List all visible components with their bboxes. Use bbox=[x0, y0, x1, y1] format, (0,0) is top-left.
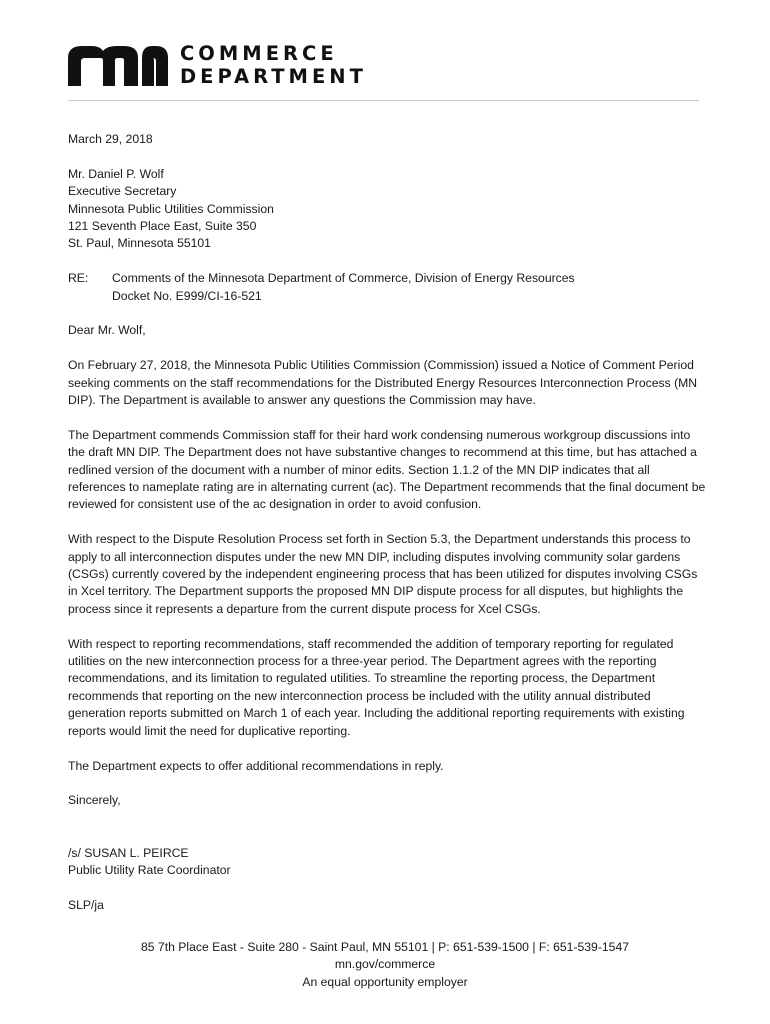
closing: Sincerely, bbox=[68, 793, 121, 808]
recipient-line: 121 Seventh Place East, Suite 350 bbox=[68, 219, 257, 234]
recipient-line: Executive Secretary bbox=[68, 184, 177, 199]
recipient-line: Minnesota Public Utilities Commission bbox=[68, 201, 274, 216]
initials: SLP/ja bbox=[68, 897, 104, 912]
re-docket: Docket No. E999/CI-16-521 bbox=[112, 288, 262, 303]
footer bbox=[0, 939, 770, 991]
footer-address: 85 7th Place East - Suite 280 - Saint Paul, MN 55101 | P: 651-539-1500 | F: 651-539-1547 bbox=[140, 940, 630, 954]
salutation: Dear Mr. Wolf, bbox=[68, 323, 146, 338]
footer-website: mn.gov/commerce bbox=[334, 957, 436, 972]
logo-wordmark bbox=[180, 42, 367, 88]
paragraph: The Department commends Commission staff for their hard work condensing numerous workgroup discussions into the draft MN DIP. The Department does not have substantive changes to recommend at this time, but has attached a redlined version of the document with a number of minor edits. Section 1.1.2 of the MN DIP indicates that all references to nameplate rating are in alternating current (ac). The Department recommends that the final document be reviewed for consistent use of the ac designation in order to avoid confusion. bbox=[68, 427, 706, 512]
mn-logo-icon bbox=[68, 44, 168, 86]
recipient-line: Mr. Daniel P. Wolf bbox=[68, 166, 164, 181]
recipient-line: St. Paul, Minnesota 55101 bbox=[68, 236, 211, 251]
recipient-block bbox=[68, 166, 708, 253]
letter-body bbox=[68, 131, 708, 914]
re-text: Comments of the Minnesota Department of Commerce, Division of Energy Resources bbox=[112, 271, 575, 286]
footer-tagline: An equal opportunity employer bbox=[302, 974, 468, 989]
signature: /s/ SUSAN L. PEIRCE bbox=[68, 845, 189, 860]
logo-text-commerce: COMMERCE bbox=[180, 42, 338, 65]
paragraph: With respect to reporting recommendations, staff recommended the addition of temporary reporting for regulated utilities on the new interconnection process for a three-year period. The Department agrees with the reporting recommendations, and its limitation to regulated utilities. To streamline the reporting process, the Department recommends that reporting on the new interconnection process be included with the utility annual distributed generation reports submitted on March 1 of each year. Including the additional reporting requirements with existing reports would limit the need for duplicative reporting. bbox=[68, 636, 685, 738]
header-divider bbox=[68, 100, 699, 101]
paragraph: With respect to the Dispute Resolution Process set forth in Section 5.3, the Department understands this process to apply to all interconnection disputes under the new MN DIP, including disputes involving community solar gardens (CSGs) currently covered by the independent engineering process that has been utilized for disputes involving CSGs in Xcel territory. The Department supports the proposed MN DIP dispute process for all disputes, but highlights the process since it represents a departure from the current dispute process for Xcel CSGs. bbox=[68, 532, 698, 616]
paragraph: The Department expects to offer additional recommendations in reply. bbox=[68, 758, 444, 773]
logo-text-department: DEPARTMENT bbox=[180, 65, 367, 88]
re-label: RE: bbox=[68, 271, 89, 286]
subject-line bbox=[68, 270, 708, 305]
paragraph: On February 27, 2018, the Minnesota Public Utilities Commission (Commission) issued a Notice of Comment Period seeking comments on the staff recommendations for the Distributed Energy Resources Interconnection Process (MN DIP). The Department is available to answer any questions the Commission may have. bbox=[68, 358, 698, 408]
letter-date: March 29, 2018 bbox=[68, 132, 153, 146]
signer-title: Public Utility Rate Coordinator bbox=[68, 862, 231, 877]
